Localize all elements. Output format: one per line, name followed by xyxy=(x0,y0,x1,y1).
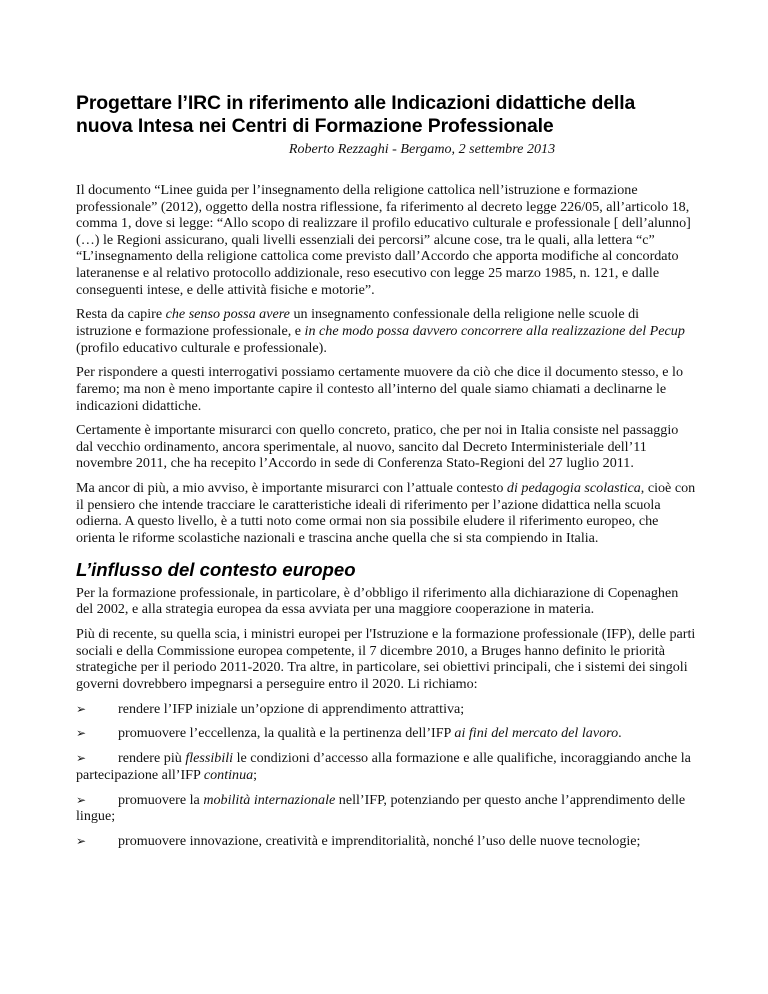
arrow-bullet-icon: ➢ xyxy=(76,701,87,716)
paragraph-bruges: Più di recente, su quella scia, i ministri europei per l'Istruzione e la formazione professionale (IFP), delle parti sociali e della Commissione europea competente, il 7 dicembre 2010, a Bruges hanno definito le priorità strategiche per il periodo 2011-2020. Tra altre, in particolare, sei obiettivi principali, che i sistemi dei singoli governi dovrebbero impegnarsi a perseguire entro il 2020. Li richiamo: xyxy=(76,626,696,692)
text-run: (profilo educativo culturale e professionale). xyxy=(76,339,327,356)
paragraph-pedagogy xyxy=(76,480,698,546)
arrow-bullet-icon: ➢ xyxy=(76,726,87,741)
list-item-text: promuovere l’eccellenza, la qualità e la pertinenza dell’IFP xyxy=(118,725,455,742)
text-run: . xyxy=(618,725,622,742)
text-run: nell’IFP, potenziando per questo anche l’apprendimento delle lingue; xyxy=(76,791,686,825)
text-run: ; xyxy=(253,766,258,783)
italic-run: mobilità internazionale xyxy=(203,791,336,808)
paragraph-answer: Per rispondere a questi interrogativi possiamo certamente muovere da ciò che dice il documento stesso, e lo faremo; ma non è meno importante capire il contesto all’interno del quale siamo chiamati a declinarne le indicazioni didattiche. xyxy=(76,364,684,414)
section-heading: L’influsso del contesto europeo xyxy=(76,558,356,580)
paragraph-question xyxy=(76,306,698,356)
text-run: , cioè con il pensiero che intende tracciare le caratteristiche ideali di riferimento per l’azione didattica nella scuola odierna. A questo livello, è a tutti noto come ormai non sia possibile eludere il riferimento europeo, che orienta le riforme scolastiche nazionali e trascina anche quella che si sta compiendo in Italia. xyxy=(76,480,696,547)
paragraph-context: Certamente è importante misurarci con quello concreto, pratico, che per noi in Italia consiste nel passaggio dal vecchio ordinamento, ancora sperimentale, al nuovo, sancito dal Decreto Interministeriale dell’11 novembre 2011, che ha recepito l’Accordo in sede di Conferenza Stato-Regioni del 27 luglio 2011. xyxy=(76,422,679,472)
list-item xyxy=(76,725,698,742)
list-item xyxy=(76,833,698,850)
list-item-text: promuovere la xyxy=(118,791,204,808)
text-run: un insegnamento confessionale della religione nelle scuole di istruzione e formazione professionale, e xyxy=(76,306,640,339)
text-run: Resta da capire xyxy=(76,306,166,323)
arrow-bullet-icon: ➢ xyxy=(76,751,87,766)
title-line-1: Progettare l’IRC in riferimento alle Indicazioni didattiche della xyxy=(76,92,636,114)
arrow-bullet-icon: ➢ xyxy=(76,792,87,807)
text-run: le condizioni d’accesso alla formazione e alle qualifiche, incoraggiando anche la partecipazione all’IFP xyxy=(76,750,691,783)
italic-run: che senso possa avere xyxy=(165,306,290,323)
italic-run: in che modo possa davvero concorrere alla realizzazione del Pecup xyxy=(304,322,685,339)
arrow-bullet-icon: ➢ xyxy=(76,833,87,848)
list-item xyxy=(76,792,698,825)
author-line: Roberto Rezzaghi - Bergamo, 2 settembre 2013 xyxy=(288,141,556,157)
text-run: Ma ancor di più, a mio avviso, è importante misurarci con l’attuale contesto xyxy=(76,480,507,497)
italic-run: di pedagogia scolastica xyxy=(506,480,641,497)
paragraph-intro: Il documento “Linee guida per l’insegnamento della religione cattolica nell’istruzione e formazione professionale” (2012), oggetto della nostra riflessione, fa riferimento al decreto legge 226/05, all’articolo 18, comma 1, dove si legge: “Allo scopo di realizzare il profilo educativo culturale e professionale [ dell’alunno] (…) le Regioni assicurano, quali livelli essenziali dei percorsi” alcune cose, tra le quali, alla lettera “c” “L’insegnamento della religione cattolica come previsto dall’Accordo che apporta modifiche al concordato lateranense e al relativo protocollo addizionale, reso esecutivo con legge 25 marzo 1985, n. 121, e dalle conseguenti intese, e delle attività fisiche e motorie”. xyxy=(76,182,691,298)
list-item xyxy=(76,750,698,783)
list-item-text: rendere più xyxy=(118,750,186,767)
list-item xyxy=(76,701,698,718)
italic-run: continua xyxy=(203,766,254,783)
italic-run: ai fini del mercato del lavoro xyxy=(454,725,619,742)
list-item-text: rendere l’IFP iniziale un’opzione di apprendimento attrattiva; xyxy=(118,700,465,717)
title-line-2: nuova Intesa nei Centri di Formazione Professionale xyxy=(76,115,554,137)
document-page xyxy=(76,92,698,858)
italic-run: flessibili xyxy=(185,750,234,767)
document-title xyxy=(76,92,698,138)
list-item-text: promuovere innovazione, creatività e imprenditorialità, nonché l’uso delle nuove tecnologie; xyxy=(118,832,641,849)
paragraph-copenhagen: Per la formazione professionale, in particolare, è d’obbligo il riferimento alla dichiarazione di Copenaghen del 2002, e alla strategia europea da essa avviata per una maggiore cooperazione in materia. xyxy=(76,584,679,618)
